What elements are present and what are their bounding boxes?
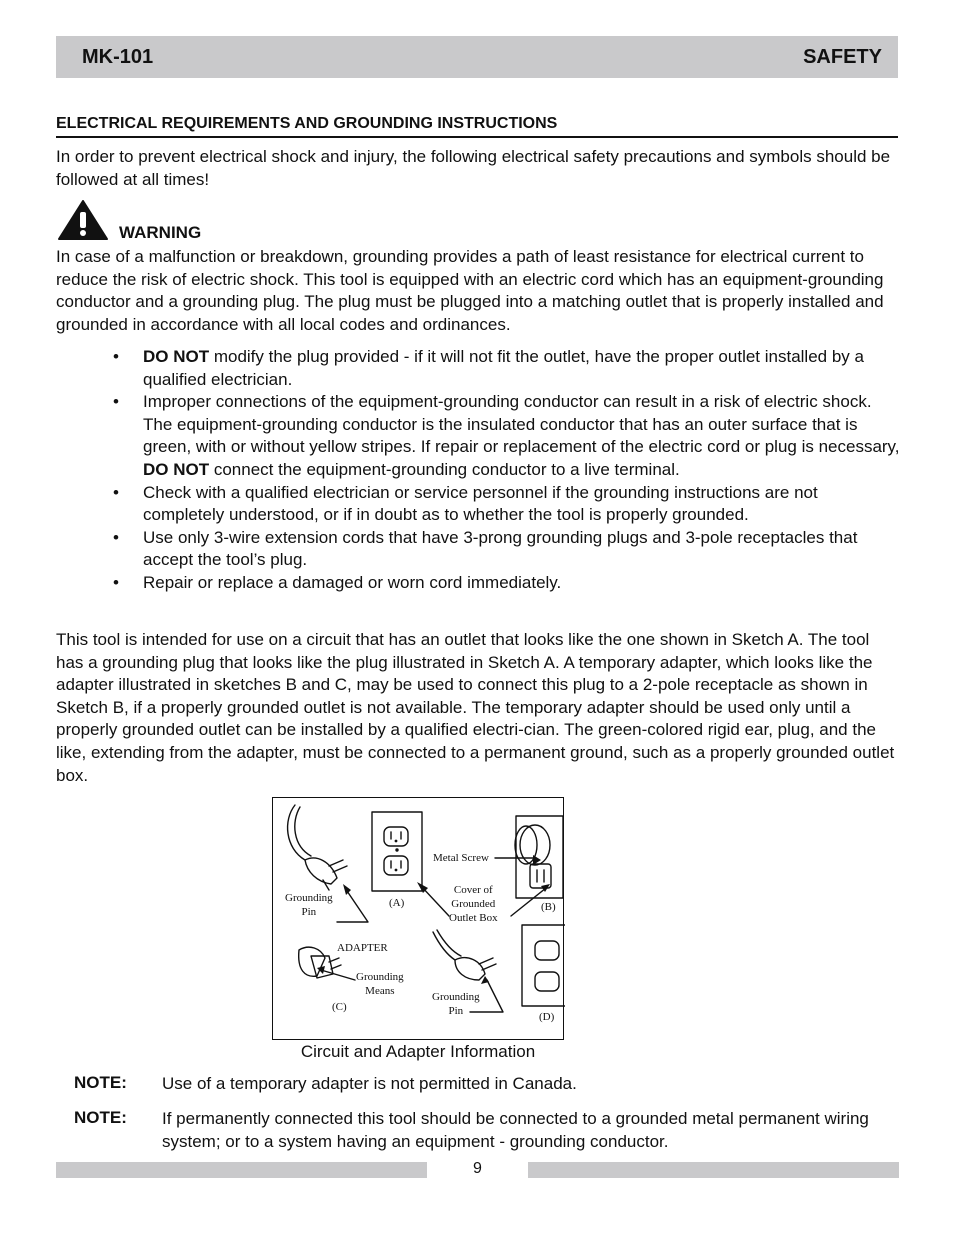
grounding-means-label: Grounding Means <box>356 971 404 997</box>
list-item: • Use only 3-wire extension cords that have 3-prong grounding plugs and 3-pole receptacles that accept the tool’s plug. <box>113 527 858 570</box>
footer-bar-right <box>528 1162 899 1178</box>
sketch-b-label: (B) <box>541 901 556 913</box>
circuit-adapter-figure <box>272 797 564 1040</box>
warning-triangle-icon <box>57 199 109 246</box>
grounding-pin-label-a: Grounding Pin <box>285 892 333 918</box>
section-name: SAFETY <box>803 45 882 68</box>
intro-paragraph: In order to prevent electrical shock and injury, the following electrical safety precautions and symbols should be followed at all times! <box>56 147 891 189</box>
list-item: • Improper connections of the equipment-grounding conductor can result in a risk of electric shock. The equipment-grounding conductor is the insulated conductor that has an outer surface that is green, with or without yellow stripes. If repair or replacement of the electric cord or plug is necessary, DO NOT connect the equipment-grounding conductor to a live terminal. <box>113 392 900 479</box>
note-text: If permanently connected this tool should be connected to a grounded metal permanent wiring system; or to a system having an equipment - grounding conductor. <box>162 1109 869 1151</box>
circuit-paragraph: This tool is intended for use on a circuit that has an outlet that looks like the one shown in Sketch A. The tool has a grounding plug that looks like the plug illustrated in Sketch A. A temporary adapter, which looks like the adapter illustrated in sketches B and C, may be used to connect this plug to a 2-pole receptacle as shown in Sketch B, if a properly grounded outlet is not available. The temporary adapter should be used only until a properly grounded outlet can be installed by a qualified electri-cian. The green-colored rigid ear, plug, and the like, extending from the adapter, must be connected to a permanent ground, such as a properly grounded outlet box. <box>56 630 895 785</box>
cover-label: Cover of Grounded Outlet Box <box>449 884 498 924</box>
list-item: • Check with a qualified electrician or service personnel if the grounding instructions are not completely understood, or if in doubt as to whether the tool is properly grounded. <box>113 482 818 525</box>
adapter-label: ADAPTER <box>337 942 388 954</box>
list-item: • Repair or replace a damaged or worn cord immediately. <box>113 572 562 592</box>
model-name: MK-101 <box>82 45 154 68</box>
note-label: NOTE: <box>74 1108 127 1127</box>
grounding-pin-label-d: Grounding Pin <box>432 991 480 1017</box>
sketch-a-label: (A) <box>389 897 405 909</box>
metal-screw-label: Metal Screw <box>433 852 489 864</box>
warning-label: WARNING <box>119 223 202 242</box>
note-text: Use of a temporary adapter is not permitted in Canada. <box>162 1074 577 1093</box>
footer-bar-left <box>56 1162 427 1178</box>
section-title: ELECTRICAL REQUIREMENTS AND GROUNDING INSTRUCTIONS <box>56 115 898 138</box>
list-item: • DO NOT modify the plug provided - if it will not fit the outlet, have the proper outlet installed by a qualified electrician. <box>113 347 864 389</box>
safety-bullet-list <box>110 346 900 595</box>
note-label: NOTE: <box>74 1073 127 1092</box>
header-bar <box>56 36 898 78</box>
figure-caption: Circuit and Adapter Information <box>300 1042 536 1061</box>
sketch-d-label: (D) <box>539 1011 555 1023</box>
figure-drawing <box>273 798 565 1041</box>
sketch-c-label: (C) <box>332 1001 347 1013</box>
page-number: 9 <box>473 1160 482 1177</box>
warning-paragraph: In case of a malfunction or breakdown, grounding provides a path of least resistance for electrical current to reduce the risk of electric shock. This tool is equipped with an electric cord which has an equipment-grounding conductor and a grounding plug. The plug must be plugged into a matching outlet that is properly installed and grounded in accordance with all local codes and ordinances. <box>56 247 884 334</box>
